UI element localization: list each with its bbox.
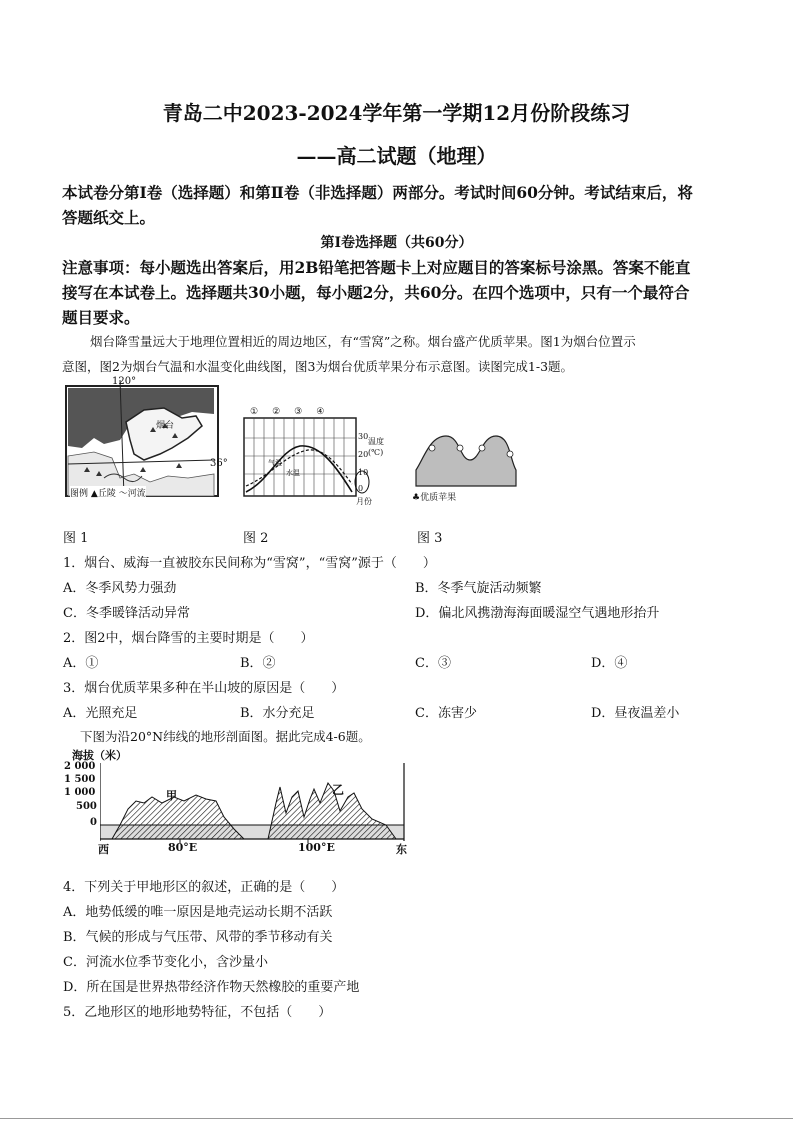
hill-icon: ▲ xyxy=(90,489,98,499)
q1-option-b[interactable]: B．冬季气旋活动频繁 xyxy=(415,581,542,596)
fig1-legend-title: 图例 xyxy=(70,489,89,499)
fig1-legend-hill: 丘陵 xyxy=(97,489,116,499)
section-heading: 第Ⅰ卷选择题（共60分） xyxy=(320,235,473,251)
figure-2-chart xyxy=(240,407,390,508)
note-line-1: 注意事项：每小题选出答案后，用2B铅笔把答题卡上对应题目的答案标号涂黑。答案不能直 xyxy=(62,258,691,277)
q4-option-c[interactable]: C．河流水位季节变化小，含沙量小 xyxy=(63,955,268,970)
fig1-caption: 图 1 xyxy=(63,531,89,546)
q4-option-a[interactable]: A．地势低缓的唯一原因是地壳运动长期不活跃 xyxy=(63,905,333,920)
fig2-ytick-0: 0 xyxy=(358,484,364,493)
profile-ytick-500: 500 xyxy=(76,801,97,812)
q1-stem: 1．烟台、威海一直被胶东民间称为“雪窝”，“雪窝”源于（ ） xyxy=(63,556,436,571)
q3-option-c[interactable]: C．冻害少 xyxy=(415,706,477,721)
q2-option-c[interactable]: C．③ xyxy=(415,656,451,671)
fig1-lon-label: 120° xyxy=(112,376,137,387)
profile-ytick-0: 0 xyxy=(90,817,97,828)
fig2-caption: 图 2 xyxy=(243,531,269,546)
note-line-3: 题目要求。 xyxy=(62,308,140,327)
q3-stem: 3．烟台优质苹果多种在半山坡的原因是（ ） xyxy=(63,681,345,696)
fig1-city-label: 烟台 xyxy=(156,421,175,431)
fig3-caption: 图 3 xyxy=(417,531,443,546)
apple-tree-icon: ♣ xyxy=(412,493,421,503)
profile-ytick-1000: 1 000 xyxy=(64,787,96,798)
fig2-ytick-10: 10 xyxy=(358,468,369,477)
figure-1-map xyxy=(64,376,228,500)
page-bottom-rule xyxy=(0,1118,793,1119)
q3-option-a[interactable]: A．光照充足 xyxy=(63,706,138,721)
profile-label-jia: 甲 xyxy=(166,789,177,802)
q2-option-a[interactable]: A．① xyxy=(63,656,99,671)
q1-option-a[interactable]: A．冬季风势力强劲 xyxy=(63,581,177,596)
fig2-yunit: (℃) xyxy=(368,448,384,457)
passage1-line-1: 烟台降雪量远大于地理位置相近的周边地区，有“雪窝”之称。烟台盛产优质苹果。图1为烟台位置示 xyxy=(90,334,636,349)
river-icon: 〜 xyxy=(118,489,128,499)
fig2-mark-4: ④ xyxy=(316,407,339,417)
profile-xtick-100e: 100°E xyxy=(298,841,335,854)
profile-title: 海拔（米） xyxy=(72,749,127,762)
fig2-marks xyxy=(250,407,338,417)
fig2-ytick-20: 20 xyxy=(358,450,369,459)
profile-west: 西 xyxy=(98,843,109,856)
terrain-profile xyxy=(60,747,420,859)
figure-3-apples xyxy=(410,430,520,506)
page-subtitle: ——高二试题（地理） xyxy=(296,144,497,168)
q1-option-d[interactable]: D．偏北风携渤海海面暖湿空气遇地形抬升 xyxy=(415,606,660,621)
fig2-xlabel: 月份 xyxy=(356,497,372,506)
q5-stem: 5．乙地形区的地形地势特征，不包括（ ） xyxy=(63,1005,332,1020)
q2-option-d[interactable]: D．④ xyxy=(591,656,628,671)
q4-option-d[interactable]: D．所在国是世界热带经济作物天然橡胶的重要产地 xyxy=(63,980,360,995)
profile-east: 东 xyxy=(396,843,407,856)
note-line-2: 接写在本试卷上。选择题共30小题，每小题2分，共60分。在四个选项中，只有一个最符合 xyxy=(62,283,690,302)
profile-ytick-2000: 2 000 xyxy=(64,761,96,772)
q2-option-b[interactable]: B．② xyxy=(240,656,276,671)
passage1-line-2: 意图，图2为烟台气温和水温变化曲线图，图3为烟台优质苹果分布示意图。读图完成1-3题。 xyxy=(62,359,574,374)
fig3-legend xyxy=(412,490,456,503)
q4-stem: 4．下列关于甲地形区的叙述，正确的是（ ） xyxy=(63,880,345,895)
fig2-series-air: 气温 xyxy=(268,459,282,467)
fig2-mark-2: ② xyxy=(272,407,295,417)
q3-option-d[interactable]: D．昼夜温差小 xyxy=(591,706,680,721)
fig1-lat-label: 36° xyxy=(210,458,228,469)
intro-line-1: 本试卷分第Ⅰ卷（选择题）和第Ⅱ卷（非选择题）两部分。考试时间60分钟。考试结束后，将 xyxy=(62,183,693,202)
page-title: 青岛二中2023-2024学年第一学期12月份阶段练习 xyxy=(162,101,631,125)
q4-option-b[interactable]: B．气候的形成与气压带、风带的季节移动有关 xyxy=(63,930,333,945)
fig3-legend-label: 优质苹果 xyxy=(420,493,457,503)
profile-xtick-80e: 80°E xyxy=(168,841,198,854)
intro-line-2: 答题纸交上。 xyxy=(62,208,156,227)
passage2: 下图为沿20°N纬线的地形剖面图。据此完成4-6题。 xyxy=(80,729,371,744)
profile-label-yi: 乙 xyxy=(332,783,345,797)
fig1-legend xyxy=(70,486,146,499)
fig1-legend-river: 河流 xyxy=(127,489,146,499)
profile-ytick-1500: 1 500 xyxy=(64,774,96,785)
q1-option-c[interactable]: C．冬季暖锋活动异常 xyxy=(63,606,190,621)
q3-option-b[interactable]: B．水分充足 xyxy=(240,706,315,721)
fig2-mark-3: ③ xyxy=(294,407,317,417)
fig2-ytick-30: 30 xyxy=(358,432,369,441)
q2-stem: 2．图2中，烟台降雪的主要时期是（ ） xyxy=(63,631,314,646)
fig2-mark-1: ① xyxy=(250,407,273,417)
fig2-series-water: 水温 xyxy=(286,469,300,477)
fig2-ylabel: 温度 xyxy=(368,437,384,446)
